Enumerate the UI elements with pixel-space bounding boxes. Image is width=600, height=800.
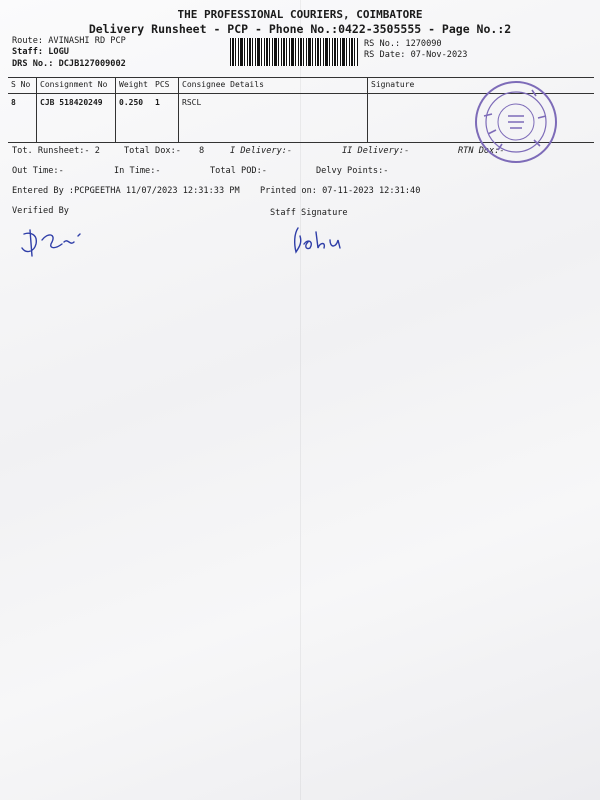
cell-sno: 8 [8, 94, 37, 143]
verified-by-label: Verified By [12, 206, 69, 216]
barcode [230, 38, 358, 66]
i-delivery: I Delivery:- [230, 146, 293, 156]
staff-signature [288, 222, 358, 256]
col-consignee-details: Consignee Details [179, 78, 368, 94]
staff-label: Staff: LOGU [12, 47, 69, 57]
cell-consignment-no: CJB 518420249 [37, 94, 116, 143]
col-consignment-no: Consignment No [37, 78, 116, 94]
col-sno: S No [8, 78, 37, 94]
cell-consignee: RSCL [179, 94, 368, 143]
col-weight: Weight [116, 78, 153, 94]
total-dox-value: 8 [199, 146, 205, 156]
out-time: Out Time:- [12, 166, 64, 176]
staff-signature-label: Staff Signature [270, 208, 348, 218]
drs-number: DRS No.: DCJB127009002 [12, 59, 126, 69]
cell-weight: 0.250 [116, 94, 153, 143]
ii-delivery: II Delivery:- [342, 146, 410, 156]
cell-pcs: 1 [152, 94, 179, 143]
delvy-points: Delvy Points:- [316, 166, 389, 176]
rs-number: RS No.: 1270090 [364, 39, 442, 49]
total-dox-label: Total Dox:- [124, 146, 181, 156]
runsheet-title: Delivery Runsheet - PCP - Phone No.:0422-3505555 - Page No.:2 [88, 22, 512, 36]
courier-stamp [470, 76, 562, 168]
entered-by: Entered By :PCPGEETHA 11/07/2023 12:31:33 PM [12, 186, 240, 196]
total-pod: Total POD:- [210, 166, 267, 176]
rtn-dox: RTN Dox:- [458, 146, 505, 156]
verifier-signature [18, 222, 90, 258]
tot-runsheet: Tot. Runsheet:- 2 [12, 146, 100, 156]
route-label: Route: AVINASHI RD PCP [12, 36, 126, 46]
col-signature: Signature [368, 78, 595, 94]
in-time: In Time:- [114, 166, 161, 176]
company-name: THE PROFESSIONAL COURIERS, COIMBATORE [177, 8, 423, 21]
col-pcs: PCS [152, 78, 179, 94]
printed-on: Printed on: 07-11-2023 12:31:40 [260, 186, 421, 196]
rs-date: RS Date: 07-Nov-2023 [364, 50, 468, 60]
